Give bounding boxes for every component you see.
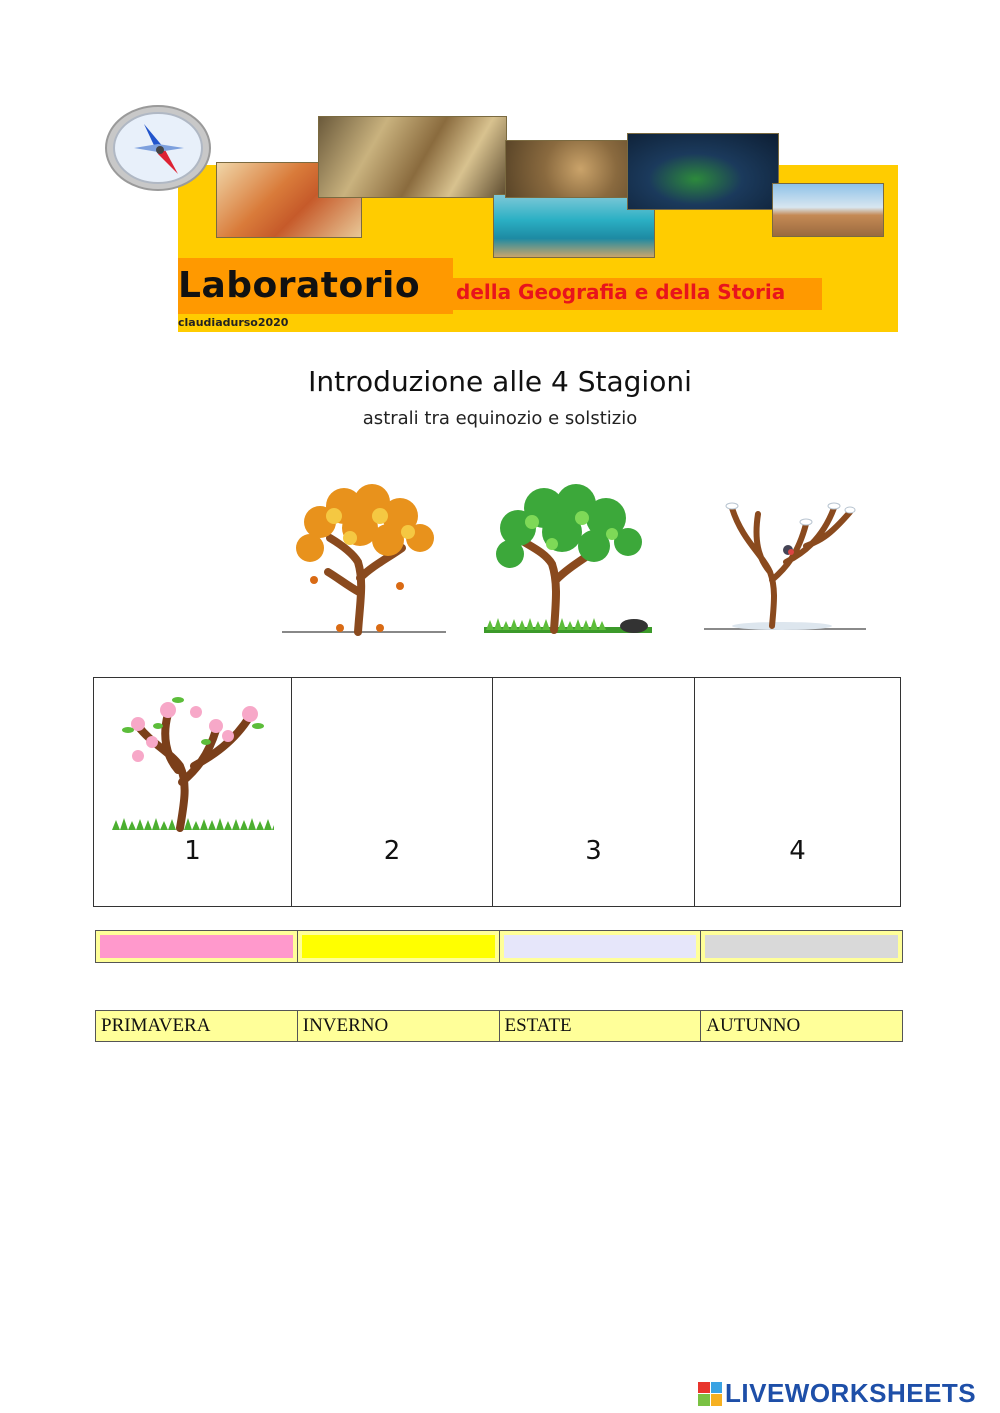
season-number: 4 [789, 836, 806, 866]
season-cell-1[interactable] [94, 678, 292, 906]
colosseum-photo [772, 183, 884, 237]
banner-title: Laboratorio [178, 265, 421, 306]
banner-subtitle: della Geografia e della Storia [452, 278, 822, 310]
compass-icon [104, 104, 212, 192]
banner-author: claudiadurso2020 [178, 316, 289, 329]
italy-satellite-photo [627, 133, 779, 210]
liveworksheets-logo [698, 1378, 976, 1409]
liveworksheets-mark-icon [698, 1382, 722, 1406]
label-primavera[interactable]: PRIMAVERA [96, 1011, 298, 1041]
season-grid [93, 677, 901, 907]
season-cell-2[interactable] [292, 678, 493, 906]
season-number: 2 [383, 836, 401, 866]
liveworksheets-text: LIVEWORKSHEETS [725, 1378, 977, 1408]
season-number: 3 [585, 836, 602, 866]
page-subtitle: astrali tra equinozio e solstizio [362, 408, 638, 429]
label-inverno[interactable]: INVERNO [298, 1011, 500, 1041]
label-autunno[interactable]: AUTUNNO [706, 1015, 801, 1036]
color-swatch-yellow [302, 935, 495, 958]
season-cell-4[interactable] [695, 678, 900, 906]
color-swatch-gray [705, 935, 898, 958]
color-cell[interactable] [500, 931, 702, 962]
page-title: Introduzione alle 4 Stagioni [308, 365, 692, 398]
old-compass-photo [505, 140, 631, 198]
color-bar [95, 930, 903, 963]
summer-tree-icon[interactable] [482, 482, 654, 634]
color-swatch-pink [100, 935, 293, 958]
color-cell[interactable] [96, 931, 298, 962]
season-labels-row [95, 1010, 903, 1042]
battle-painting-photo [318, 116, 507, 198]
autumn-tree-icon[interactable] [280, 482, 448, 636]
season-number: 1 [184, 836, 201, 866]
color-cell[interactable] [298, 931, 500, 962]
label-estate[interactable]: ESTATE [500, 1011, 702, 1041]
winter-tree-icon[interactable] [702, 484, 868, 634]
color-swatch-lavender [504, 935, 697, 958]
season-cell-3[interactable] [493, 678, 695, 906]
spring-tree-icon[interactable] [108, 686, 274, 834]
color-cell[interactable] [701, 931, 902, 962]
